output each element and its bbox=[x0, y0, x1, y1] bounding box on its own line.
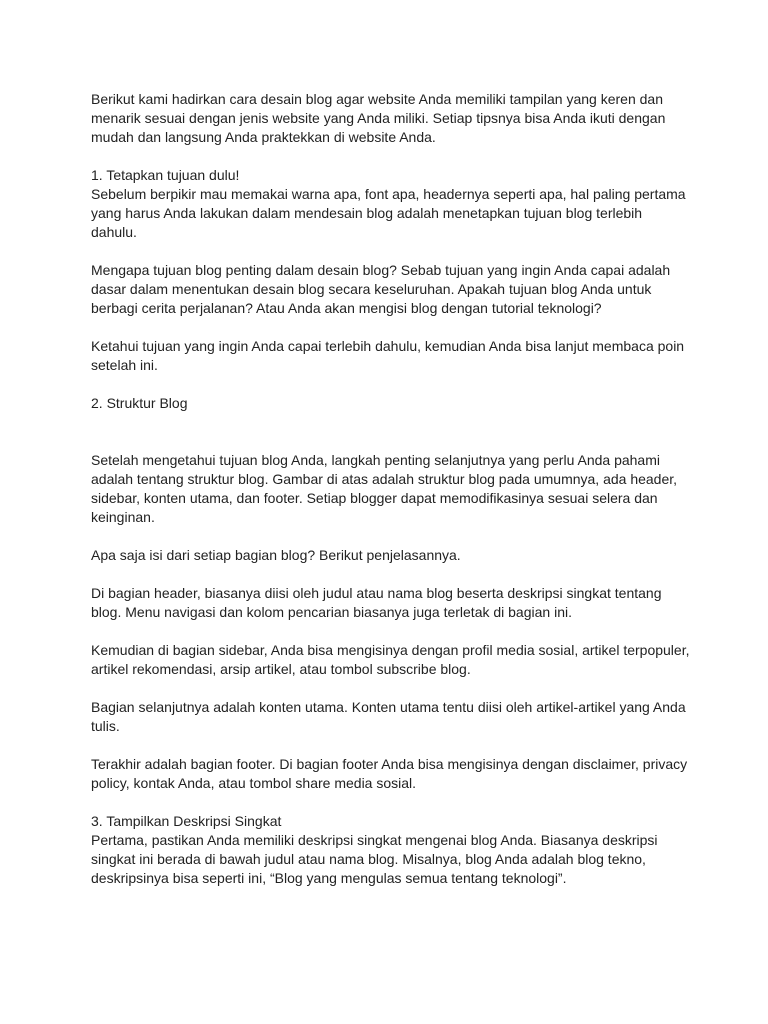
section-2-paragraph: Terakhir adalah bagian footer. Di bagian footer Anda bisa mengisinya dengan disclaimer, privacy policy, kontak Anda, atau tombol share media sosial. bbox=[91, 756, 688, 791]
section-2-paragraph: Apa saja isi dari setiap bagian blog? Berikut penjelasannya. bbox=[91, 547, 461, 563]
intro-paragraph: Berikut kami hadirkan cara desain blog agar website Anda memiliki tampilan yang keren dan menarik sesuai dengan jenis website yang Anda miliki. Setiap tipsnya bisa Anda ikuti dengan mudah dan langsung Anda praktekkan di website Anda. bbox=[91, 91, 666, 145]
section-2-paragraph: Bagian selanjutnya adalah konten utama. Konten utama tentu diisi oleh artikel-artikel yang Anda tulis. bbox=[91, 699, 686, 734]
section-1-paragraph: Ketahui tujuan yang ingin Anda capai terlebih dahulu, kemudian Anda bisa lanjut membaca poin setelah ini. bbox=[91, 338, 685, 373]
section-2-paragraph: Setelah mengetahui tujuan blog Anda, langkah penting selanjutnya yang perlu Anda pahami adalah tentang struktur blog. Gambar di atas adalah struktur blog pada umumnya, ada header, sidebar, konten utama, dan footer. Setiap blogger dapat memodifikasinya sesuai selera dan keinginan. bbox=[91, 452, 678, 525]
section-2-paragraph: Di bagian header, biasanya diisi oleh judul atau nama blog beserta deskripsi singkat tentang blog. Menu navigasi dan kolom pencarian biasanya juga terletak di bagian ini. bbox=[91, 585, 662, 620]
section-3-paragraph: Pertama, pastikan Anda memiliki deskripsi singkat mengenai blog Anda. Biasanya deskripsi singkat ini berada di bawah judul atau nama blog. Misalnya, blog Anda adalah blog tekno, deskripsinya bisa seperti ini, “Blog yang mengulas semua tentang teknologi”. bbox=[91, 832, 658, 886]
section-3-heading: 3. Tampilkan Deskripsi Singkat bbox=[91, 813, 282, 829]
section-1-heading: 1. Tetapkan tujuan dulu! bbox=[91, 167, 240, 183]
section-2-heading: 2. Struktur Blog bbox=[91, 395, 188, 411]
document-body bbox=[91, 90, 691, 888]
section-1-paragraph: Sebelum berpikir mau memakai warna apa, font apa, headernya seperti apa, hal paling pertama yang harus Anda lakukan dalam mendesain blog adalah menetapkan tujuan blog terlebih dahulu. bbox=[91, 186, 686, 240]
section-2-paragraph: Kemudian di bagian sidebar, Anda bisa mengisinya dengan profil media sosial, artikel terpopuler, artikel rekomendasi, arsip artikel, atau tombol subscribe blog. bbox=[91, 642, 690, 677]
section-1-paragraph: Mengapa tujuan blog penting dalam desain blog? Sebab tujuan yang ingin Anda capai adalah dasar dalam menentukan desain blog secara keseluruhan. Apakah tujuan blog Anda untuk berbagi cerita perjalanan? Atau Anda akan mengisi blog dengan tutorial teknologi? bbox=[91, 262, 671, 316]
